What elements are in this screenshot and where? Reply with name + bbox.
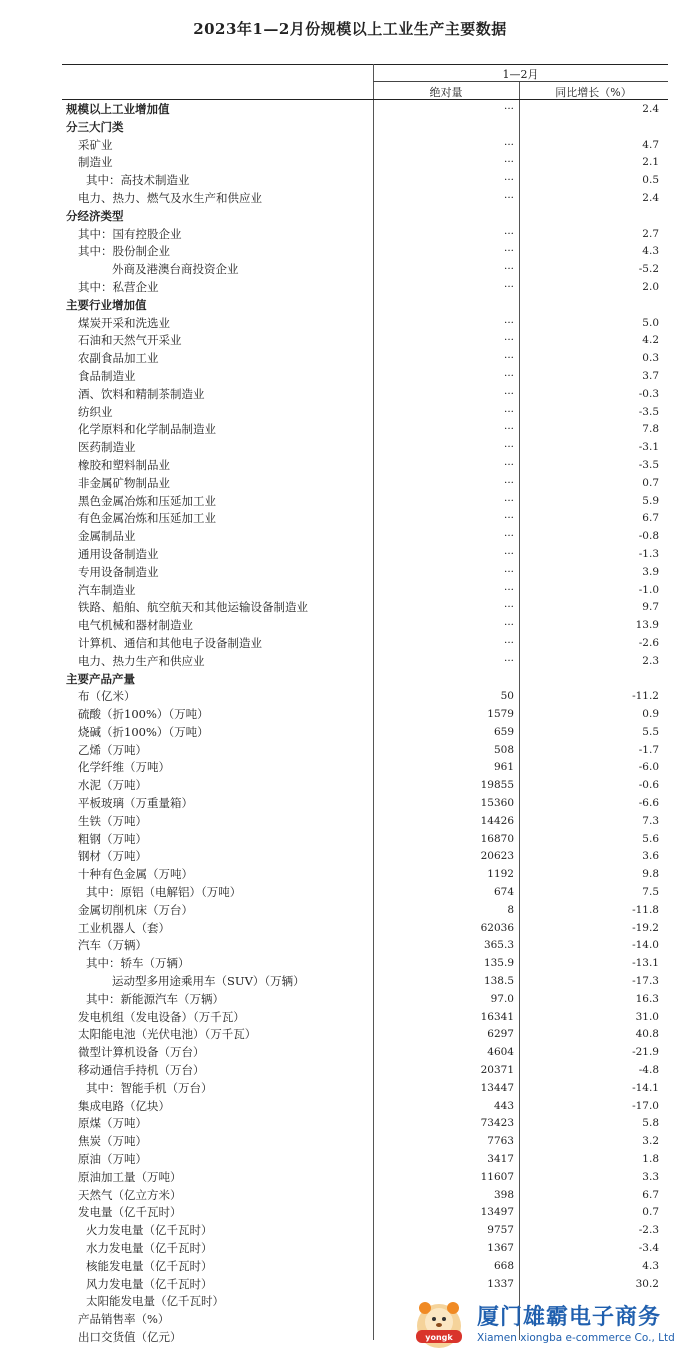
row-growth-value: -3.5 [638, 405, 659, 418]
row-absolute-value: 7763 [487, 1135, 514, 1148]
row-absolute-value: 1337 [487, 1277, 514, 1290]
row-label: 农副食品加工业 [78, 351, 159, 366]
row-growth-value: 16.3 [635, 992, 659, 1005]
row-label: 水力发电量（亿千瓦时） [86, 1241, 213, 1255]
table-body [62, 101, 668, 1347]
row-growth-value: -11.2 [632, 690, 659, 703]
row-label: 医药制造业 [78, 440, 136, 455]
table-row [62, 1222, 668, 1240]
table-row [62, 1115, 668, 1133]
row-growth-value: 0.7 [642, 1206, 659, 1219]
table-row [62, 1080, 668, 1098]
row-absolute-value: 443 [493, 1099, 514, 1112]
row-label: 化学纤维（万吨） [78, 760, 170, 775]
row-label: 微型计算机设备（万台） [78, 1045, 205, 1060]
mascot-logo-icon [410, 1296, 468, 1352]
row-label: 黑色金属冶炼和压延加工业 [78, 493, 216, 508]
table-row [62, 1009, 668, 1027]
row-label: 水泥（万吨） [78, 778, 147, 793]
row-growth-value: -17.3 [632, 975, 659, 988]
table-row [62, 386, 668, 404]
table-row [62, 759, 668, 777]
row-growth-value: 5.8 [642, 1117, 659, 1130]
table-row [62, 404, 668, 422]
row-label: 金属切削机床（万台） [78, 902, 193, 917]
table-row [62, 795, 668, 813]
header-divider [373, 81, 668, 82]
row-growth-value: 0.5 [642, 174, 659, 187]
table-row [62, 368, 668, 386]
row-absolute-value: ··· [503, 547, 514, 560]
row-absolute-value: 961 [493, 761, 514, 774]
table-row [62, 243, 668, 261]
row-absolute-value: ··· [503, 601, 514, 614]
row-growth-value: 5.6 [642, 832, 659, 845]
row-absolute-value: ··· [503, 227, 514, 240]
table-row [62, 190, 668, 208]
table-row [62, 742, 668, 760]
row-growth-value: -0.6 [638, 779, 659, 792]
row-label: 规模以上工业增加值 [66, 102, 170, 116]
row-absolute-value: 659 [493, 725, 514, 738]
row-label: 纺织业 [78, 404, 113, 419]
header-period: 1—2月 [502, 68, 539, 81]
row-absolute-value: 398 [493, 1188, 514, 1201]
row-label: 分经济类型 [66, 208, 124, 223]
row-label: 金属制品业 [78, 529, 136, 544]
table-row [62, 332, 668, 350]
row-growth-value: -1.0 [638, 583, 659, 596]
row-absolute-value: ··· [503, 405, 514, 418]
table-row [62, 848, 668, 866]
row-absolute-value: 16870 [480, 832, 514, 845]
row-growth-value: -13.1 [632, 957, 659, 970]
row-label: 原油（万吨） [78, 1152, 147, 1167]
row-label: 计算机、通信和其他电子设备制造业 [78, 635, 262, 650]
table-row [62, 599, 668, 617]
row-absolute-value: 6297 [487, 1028, 514, 1041]
row-growth-value: -3.1 [638, 441, 659, 454]
row-absolute-value: ··· [503, 583, 514, 596]
row-label: 其中：原铝（电解铝）（万吨） [86, 885, 242, 900]
row-absolute-value: 19855 [480, 779, 514, 792]
watermark-company-name: 厦门雄霸电子商务 [477, 1305, 662, 1330]
row-absolute-value: 11607 [480, 1170, 514, 1183]
table-row [62, 528, 668, 546]
table-row [62, 688, 668, 706]
row-absolute-value: ··· [503, 619, 514, 632]
row-label: 食品制造业 [78, 368, 136, 383]
table-row [62, 1240, 668, 1258]
row-growth-value: 1.8 [642, 1153, 659, 1166]
row-growth-value: -0.3 [638, 387, 659, 400]
row-growth-value: -1.3 [638, 547, 659, 560]
row-absolute-value: 1192 [487, 868, 514, 881]
row-label: 铁路、船舶、航空航天和其他运输设备制造业 [78, 600, 308, 615]
row-absolute-value: 50 [500, 690, 514, 703]
table-row [62, 831, 668, 849]
row-growth-value: 4.3 [642, 245, 659, 258]
page-title: 2023年1—2月份规模以上工业生产主要数据 [193, 20, 507, 38]
row-label: 硫酸（折100%）（万吨） [78, 707, 209, 722]
row-growth-value: 9.8 [642, 868, 659, 881]
row-label: 汽车（万辆） [78, 938, 147, 953]
table-row [62, 1204, 668, 1222]
row-absolute-value: 9757 [487, 1224, 514, 1237]
row-label: 电力、热力生产和供应业 [78, 653, 205, 668]
row-label: 其中：私营企业 [78, 279, 159, 294]
header-absolute: 绝对量 [429, 86, 463, 99]
table-row [62, 1258, 668, 1276]
row-label: 石油和天然气开采业 [78, 333, 182, 348]
row-absolute-value: ··· [503, 280, 514, 293]
row-growth-value: -3.4 [638, 1242, 659, 1254]
table-row [62, 172, 668, 190]
table-row [62, 1276, 668, 1294]
table-row [62, 1169, 668, 1187]
row-growth-value: 2.7 [642, 227, 659, 240]
row-absolute-value: ··· [503, 138, 514, 151]
row-label: 汽车制造业 [78, 582, 136, 597]
table-row [62, 1133, 668, 1151]
row-label: 烧碱（折100%）（万吨） [78, 724, 209, 739]
table-row [62, 119, 668, 137]
watermark [405, 1292, 700, 1358]
row-label: 电气机械和器材制造业 [78, 618, 193, 633]
table-row [62, 350, 668, 368]
row-label: 出口交货值（亿元） [78, 1329, 182, 1344]
row-label: 酒、饮料和精制茶制造业 [78, 386, 205, 401]
row-label: 移动通信手持机（万台） [78, 1063, 205, 1078]
row-label: 太阳能发电量（亿千瓦时） [86, 1294, 224, 1309]
row-absolute-value: ··· [503, 565, 514, 578]
row-growth-value: -19.2 [632, 921, 659, 934]
table-row [62, 226, 668, 244]
row-growth-value: 30.2 [635, 1277, 659, 1290]
row-absolute-value: 20623 [480, 850, 514, 863]
row-absolute-value: 668 [493, 1259, 514, 1272]
row-growth-value: -2.3 [638, 1224, 659, 1237]
row-absolute-value: ··· [503, 174, 514, 187]
row-label: 集成电路（亿块） [78, 1098, 170, 1113]
row-growth-value: 2.3 [642, 654, 659, 667]
row-absolute-value: ··· [503, 245, 514, 258]
table-row [62, 208, 668, 226]
row-growth-value: 0.9 [642, 708, 659, 721]
row-absolute-value: ··· [503, 423, 514, 436]
row-label: 橡胶和塑料制品业 [78, 457, 170, 472]
table-row [62, 653, 668, 671]
row-growth-value: 3.6 [642, 850, 659, 863]
row-absolute-value: 97.0 [490, 992, 514, 1005]
row-label: 原油加工量（万吨） [78, 1169, 182, 1184]
table-row [62, 724, 668, 742]
table-row [62, 955, 668, 973]
row-growth-value: -1.7 [638, 743, 659, 756]
row-growth-value: 3.9 [642, 565, 659, 578]
row-label: 非金属矿物制品业 [78, 475, 170, 490]
row-growth-value: 2.4 [642, 191, 659, 204]
row-growth-value: 3.2 [642, 1135, 659, 1148]
row-absolute-value: ··· [503, 156, 514, 169]
row-absolute-value: 16341 [480, 1010, 514, 1023]
row-label: 主要行业增加值 [66, 297, 147, 312]
table-row [62, 884, 668, 902]
row-absolute-value: 1579 [487, 708, 514, 721]
table-row [62, 1062, 668, 1080]
row-label: 主要产品产量 [66, 671, 135, 686]
table-row [62, 937, 668, 955]
table-row [62, 706, 668, 724]
row-absolute-value: ··· [503, 316, 514, 329]
row-growth-value: 2.1 [642, 156, 659, 169]
row-label: 工业机器人（套） [78, 920, 170, 935]
table-row [62, 902, 668, 920]
table-row [62, 1026, 668, 1044]
row-label: 焦炭（万吨） [78, 1134, 147, 1149]
row-label: 有色金属冶炼和压延加工业 [78, 511, 216, 526]
row-growth-value: -3.5 [638, 458, 659, 471]
row-growth-value: -5.2 [638, 263, 659, 276]
row-label: 风力发电量（亿千瓦时） [86, 1276, 213, 1291]
row-growth-value: -6.0 [638, 761, 659, 774]
row-growth-value: 5.9 [642, 494, 659, 507]
row-label: 十种有色金属（万吨） [78, 867, 193, 882]
row-absolute-value: ··· [503, 103, 514, 115]
row-label: 其中：国有控股企业 [78, 226, 182, 241]
row-label: 太阳能电池（光伏电池）（万千瓦） [78, 1027, 257, 1042]
table-row [62, 635, 668, 653]
row-absolute-value: ··· [503, 636, 514, 649]
row-absolute-value: ··· [503, 512, 514, 525]
row-absolute-value: 674 [493, 886, 514, 899]
row-label: 发电量（亿千瓦时） [78, 1205, 182, 1220]
row-growth-value: 4.3 [642, 1259, 659, 1272]
row-absolute-value: ··· [503, 263, 514, 276]
row-absolute-value: ··· [503, 530, 514, 543]
row-absolute-value: 138.5 [483, 975, 514, 988]
row-label: 发电机组（发电设备）（万千瓦） [78, 1009, 245, 1024]
logo-text: yongk [425, 1333, 453, 1342]
row-absolute-value: ··· [503, 369, 514, 382]
row-label: 火力发电量（亿千瓦时） [86, 1223, 213, 1238]
row-absolute-value: ··· [503, 654, 514, 667]
table-row [62, 1187, 668, 1205]
row-growth-value: 9.7 [642, 601, 659, 614]
table-row [62, 564, 668, 582]
row-growth-value: 4.2 [642, 334, 659, 347]
row-label: 其中：新能源汽车（万辆） [86, 991, 224, 1006]
table-row [62, 1098, 668, 1116]
table-row [62, 101, 668, 119]
row-growth-value: 2.0 [642, 280, 659, 293]
row-absolute-value: 4604 [487, 1046, 514, 1059]
row-label: 其中：高技术制造业 [86, 173, 190, 188]
row-absolute-value: ··· [503, 191, 514, 204]
table-row [62, 154, 668, 172]
row-growth-value: 5.5 [642, 725, 659, 738]
table-row [62, 137, 668, 155]
row-growth-value: 40.8 [635, 1028, 659, 1041]
table-row [62, 813, 668, 831]
row-absolute-value: 365.3 [483, 939, 514, 952]
row-absolute-value: 62036 [480, 921, 514, 934]
row-label: 原煤（万吨） [78, 1116, 147, 1131]
row-label: 其中：股份制企业 [78, 244, 170, 259]
row-growth-value: -6.6 [638, 797, 659, 810]
watermark-company-subtitle: Xiamen xiongba e-commerce Co., Ltd [477, 1332, 675, 1344]
row-label: 外商及港澳台商投资企业 [112, 262, 239, 277]
row-label: 分三大门类 [66, 119, 124, 134]
table-row [62, 973, 668, 991]
table-row [62, 991, 668, 1009]
row-growth-value: 6.7 [642, 1188, 659, 1201]
row-absolute-value: 3417 [487, 1153, 514, 1166]
table-row [62, 1151, 668, 1169]
row-absolute-value: ··· [503, 352, 514, 365]
row-growth-value: 4.7 [642, 138, 659, 151]
row-label: 产品销售率（%） [78, 1312, 170, 1327]
row-growth-value: -2.6 [638, 636, 659, 649]
table-row [62, 493, 668, 511]
row-label: 其中：轿车（万辆） [86, 956, 190, 971]
row-growth-value: -0.8 [638, 530, 659, 543]
table-header [62, 64, 668, 100]
table-row [62, 261, 668, 279]
row-absolute-value: ··· [503, 334, 514, 347]
row-growth-value: 13.9 [635, 619, 659, 632]
row-label: 其中：智能手机（万台） [86, 1080, 213, 1095]
row-absolute-value: 20371 [480, 1064, 514, 1077]
row-label: 化学原料和化学制品制造业 [78, 422, 216, 437]
header-bottom-border [62, 99, 668, 100]
row-growth-value: 3.3 [642, 1170, 659, 1183]
row-absolute-value: 1367 [487, 1242, 514, 1254]
row-absolute-value: 135.9 [483, 957, 514, 970]
table-row [62, 279, 668, 297]
row-absolute-value: ··· [503, 476, 514, 489]
row-growth-value: -11.8 [632, 903, 659, 916]
row-label: 核能发电量（亿千瓦时） [86, 1258, 213, 1273]
row-label: 天然气（亿立方米） [78, 1187, 182, 1202]
table-row [62, 866, 668, 884]
row-growth-value: 0.7 [642, 476, 659, 489]
row-label: 运动型多用途乘用车（SUV）（万辆） [112, 974, 305, 989]
row-absolute-value: 13497 [480, 1206, 514, 1219]
table-row [62, 582, 668, 600]
row-growth-value: -17.0 [632, 1099, 659, 1112]
row-absolute-value: ··· [503, 458, 514, 471]
row-absolute-value: ··· [503, 494, 514, 507]
table-row [62, 1044, 668, 1062]
table-row [62, 546, 668, 564]
row-absolute-value: 8 [507, 903, 514, 916]
row-growth-value: 3.7 [642, 369, 659, 382]
row-growth-value: -14.1 [632, 1081, 659, 1094]
table-row [62, 475, 668, 493]
table-row [62, 421, 668, 439]
row-label: 布（亿米） [78, 689, 136, 704]
row-label: 通用设备制造业 [78, 546, 159, 561]
table-row [62, 457, 668, 475]
table-row [62, 510, 668, 528]
row-absolute-value: 13447 [480, 1081, 514, 1094]
row-label: 制造业 [78, 155, 113, 170]
row-label: 乙烯（万吨） [78, 742, 147, 757]
row-label: 采矿业 [78, 137, 113, 152]
row-growth-value: -14.0 [632, 939, 659, 952]
row-absolute-value: 73423 [480, 1117, 514, 1130]
row-growth-value: 7.8 [642, 423, 659, 436]
row-label: 平板玻璃（万重量箱） [78, 796, 193, 811]
table-row [62, 315, 668, 333]
table-row [62, 439, 668, 457]
row-growth-value: -21.9 [632, 1046, 659, 1059]
row-growth-value: 6.7 [642, 512, 659, 525]
row-absolute-value: 508 [493, 743, 514, 756]
row-label: 钢材（万吨） [78, 849, 147, 864]
row-label: 粗钢（万吨） [78, 831, 147, 846]
row-label: 专用设备制造业 [78, 564, 159, 579]
row-growth-value: 7.5 [642, 886, 659, 899]
row-growth-value: 0.3 [642, 352, 659, 365]
table-row [62, 777, 668, 795]
table-row [62, 617, 668, 635]
row-growth-value: -4.8 [638, 1064, 659, 1077]
row-absolute-value: 14426 [480, 814, 514, 827]
row-growth-value: 2.4 [642, 103, 659, 115]
row-label: 生铁（万吨） [78, 813, 147, 828]
table-row [62, 297, 668, 315]
row-label: 煤炭开采和洗选业 [78, 315, 170, 330]
row-growth-value: 5.0 [642, 316, 659, 329]
row-absolute-value: ··· [503, 441, 514, 454]
row-growth-value: 31.0 [635, 1010, 659, 1023]
table-row [62, 671, 668, 689]
header-growth: 同比增长（%） [555, 86, 632, 99]
row-absolute-value: 15360 [480, 797, 514, 810]
row-absolute-value: ··· [503, 387, 514, 400]
table-row [62, 920, 668, 938]
row-label: 电力、热力、燃气及水生产和供应业 [78, 190, 262, 205]
row-growth-value: 7.3 [642, 814, 659, 827]
